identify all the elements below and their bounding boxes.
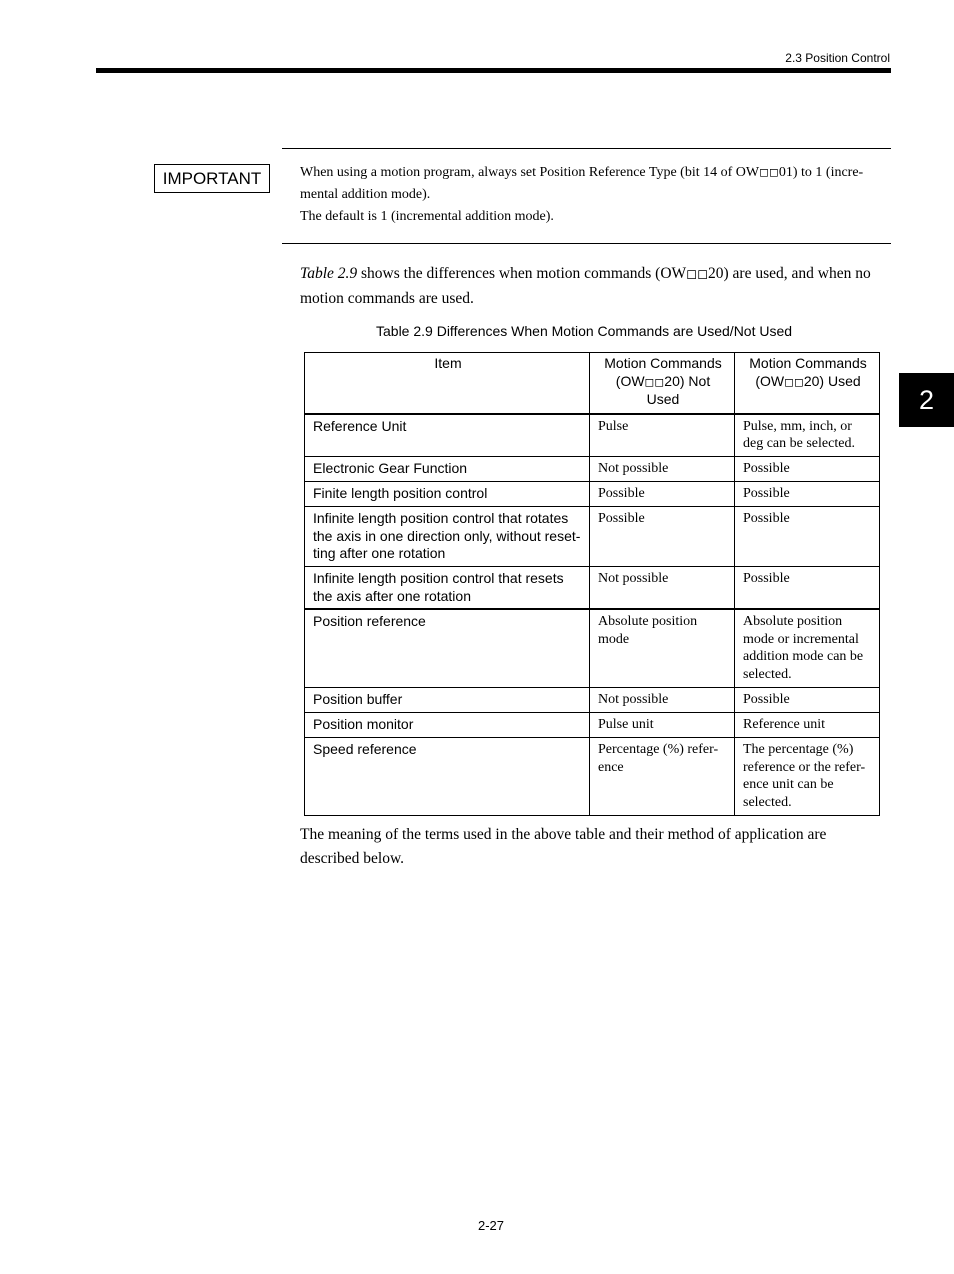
row-not-used: Not possible [590, 456, 735, 481]
row-not-used: Not possible [590, 688, 735, 713]
row-item: Position buffer [305, 688, 590, 713]
row-not-used: Possible [590, 506, 735, 566]
row-not-used: Not possible [590, 566, 735, 609]
important-line-2: mental addition mode). [300, 187, 431, 202]
table-caption: Table 2.9 Differences When Motion Commands are Used/Not Used [376, 323, 793, 339]
table-reference: Table 2.9 [300, 265, 358, 282]
intro-paragraph: Table 2.9 shows the differences when motion commands (OW◻◻20) are used, and when no motion commands are used. [300, 265, 871, 307]
table-row [305, 738, 880, 816]
important-line-1: When using a motion program, always set Position Reference Type (bit 14 of OW◻◻01) to 1 (incre- [300, 165, 864, 180]
row-used: Pulse, mm, inch, or deg can be selected. [735, 414, 880, 457]
row-used: Possible [735, 481, 880, 506]
row-not-used: Pulse unit [590, 713, 735, 738]
placeholder-boxes: ◻◻ [784, 374, 804, 389]
placeholder-boxes: ◻◻ [686, 267, 708, 282]
row-used: Possible [735, 456, 880, 481]
table-row [305, 481, 880, 506]
important-bottom-rule [282, 243, 891, 244]
outro-paragraph: The meaning of the terms used in the above table and their method of application are described below. [300, 826, 827, 867]
section-header: 2.3 Position Control [785, 51, 890, 65]
differences-table [304, 352, 880, 816]
table-row [305, 506, 880, 566]
row-not-used: Pulse [590, 414, 735, 457]
row-item: Position monitor [305, 713, 590, 738]
important-line-3: The default is 1 (incremental addition mode). [300, 209, 554, 224]
header-item: Item [305, 353, 590, 414]
page-number: 2-27 [478, 1218, 505, 1233]
placeholder-boxes: ◻◻ [644, 374, 665, 389]
header-rule [96, 68, 891, 73]
placeholder-boxes: ◻◻ [759, 165, 779, 179]
important-note [300, 161, 890, 228]
row-not-used: Possible [590, 481, 735, 506]
chapter-tab: 2 [899, 373, 954, 427]
table-row [305, 609, 880, 688]
table-row [305, 456, 880, 481]
header-not-used: Motion Commands (OW◻◻20) Not Used [590, 353, 735, 414]
header-used: Motion Commands (OW◻◻20) Used [735, 353, 880, 414]
important-label: IMPORTANT [154, 164, 270, 193]
row-used: Possible [735, 688, 880, 713]
row-used: The percentage (%) reference or the refer-ence unit can be selected. [735, 738, 880, 816]
row-item: Infinite length position control that resets the axis after one rotation [305, 566, 590, 609]
table-row [305, 688, 880, 713]
important-top-rule [282, 148, 891, 149]
row-item: Speed reference [305, 738, 590, 816]
table-header-row [305, 353, 880, 414]
row-item: Reference Unit [305, 414, 590, 457]
row-item: Electronic Gear Function [305, 456, 590, 481]
table-row [305, 414, 880, 457]
row-used: Possible [735, 566, 880, 609]
row-used: Possible [735, 506, 880, 566]
row-used: Reference unit [735, 713, 880, 738]
row-item: Finite length position control [305, 481, 590, 506]
row-not-used: Absolute position mode [590, 609, 735, 688]
row-item: Infinite length position control that rotates the axis in one direction only, without reset-ting after one rotation [305, 506, 590, 566]
row-not-used: Percentage (%) refer-ence [590, 738, 735, 816]
row-item: Position reference [305, 609, 590, 688]
table-row [305, 566, 880, 609]
table-row [305, 713, 880, 738]
row-used: Absolute position mode or incremental addition mode can be selected. [735, 609, 880, 688]
